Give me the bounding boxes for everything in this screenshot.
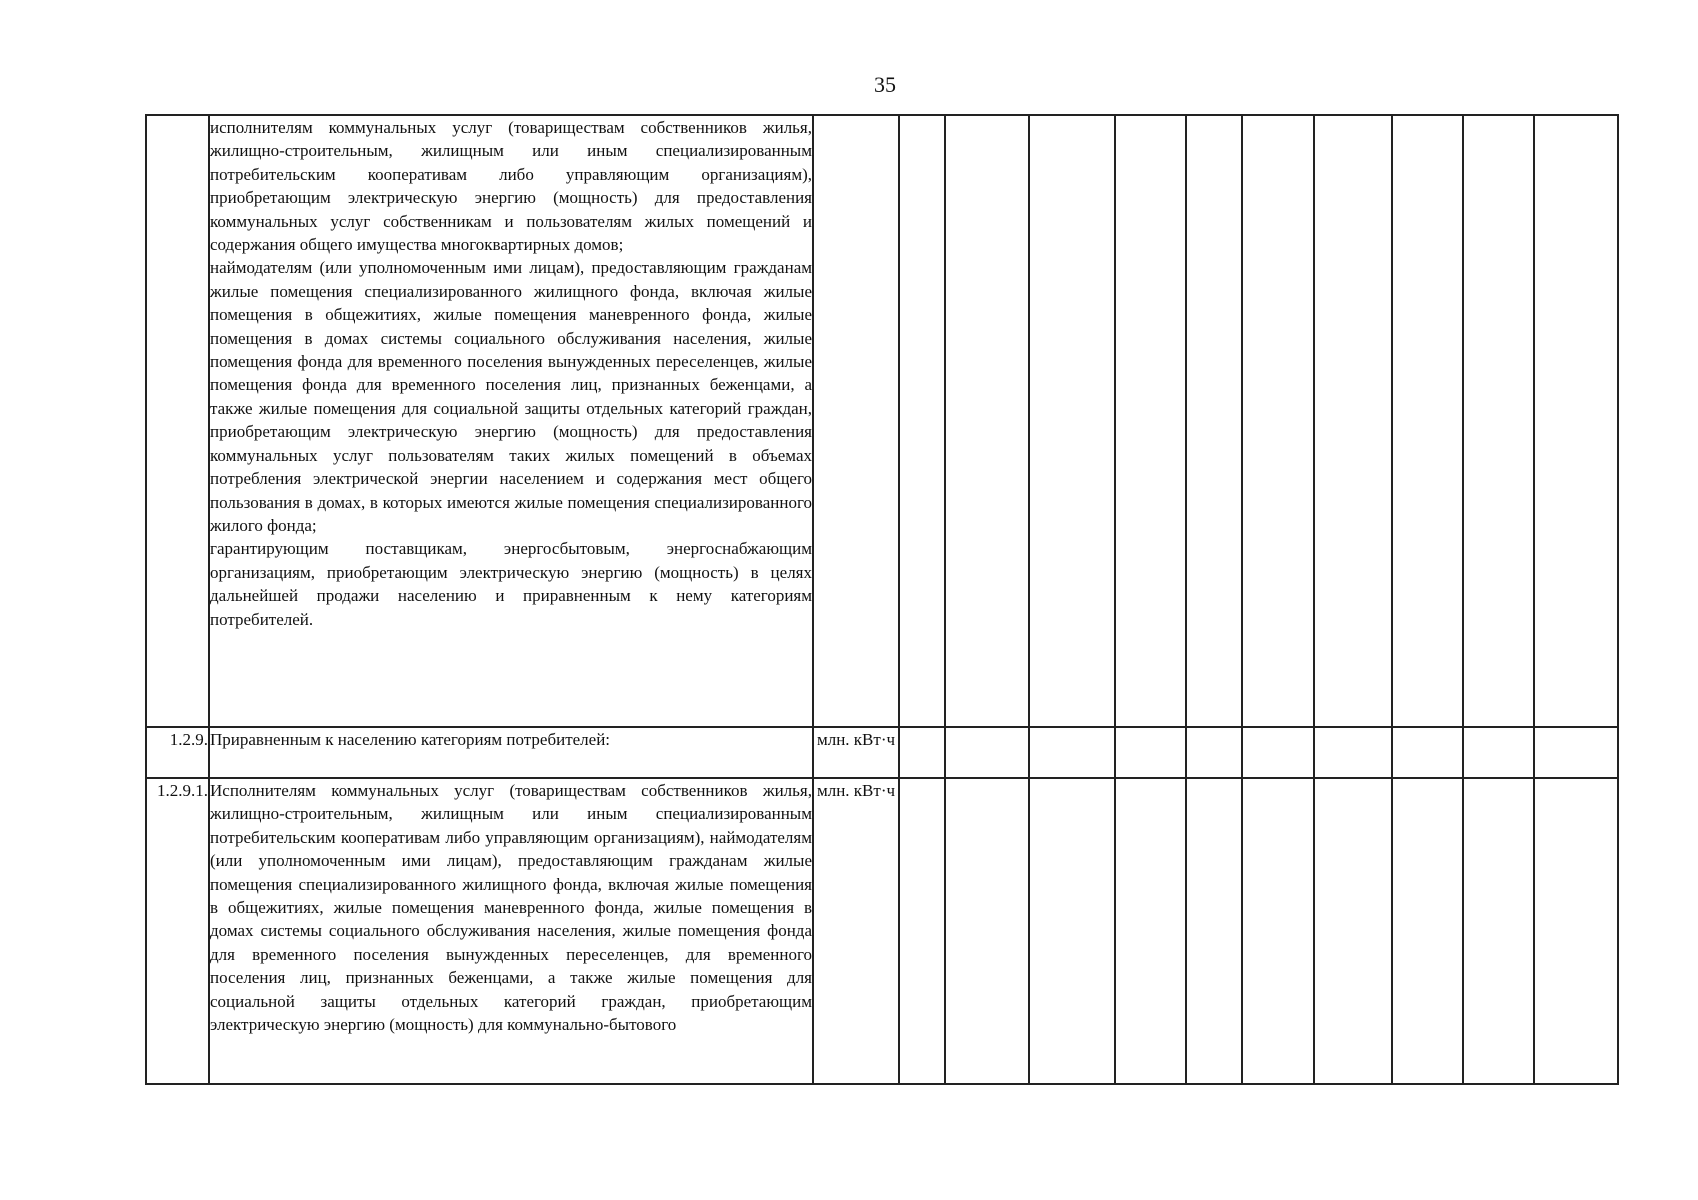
empty-cell xyxy=(899,115,945,727)
row-number: 1.2.9.1. xyxy=(146,778,209,1084)
description-paragraph: наймодателям (или уполномоченным ими лицам), предоставляющим гражданам жилые помещения специализированного жилищного фонда, включая жилые помещения в общежитиях, жилые помещения маневренного фонда, жилые помещения в домах системы социального обслуживания населения, жилые помещения фонда для временного поселения вынужденных переселенцев, жилые помещения фонда для временного поселения лиц, признанных беженцами, а также жилые помещения для социальной защиты отдельных категорий граждан, приобретающим электрическую энергию (мощность) для предоставления коммунальных услуг пользователям таких жилых помещений в объемах потребления электрической энергии населением и содержания мест общего пользования в домах, в которых имеются жилые помещения специализированного жилого фонда; xyxy=(210,258,812,535)
row-description xyxy=(209,727,813,778)
description-paragraph: исполнителям коммунальных услуг (товариществам собственников жилья, жилищно-строительным, жилищным или иным специализированным потребительским кооперативам либо управляющим организациям), приобретающим электрическую энергию (мощность) для предоставления коммунальных услуг собственникам и пользователям жилых помещений и содержания общего имущества многоквартирных домов; xyxy=(210,118,812,255)
empty-cell xyxy=(1534,778,1618,1084)
empty-cell xyxy=(1242,727,1314,778)
empty-cell xyxy=(899,778,945,1084)
empty-cell xyxy=(1392,727,1463,778)
empty-cell xyxy=(1115,727,1186,778)
empty-cell xyxy=(1115,115,1186,727)
empty-cell xyxy=(1314,115,1392,727)
description-paragraph: Приравненным к населению категориям потребителей: xyxy=(210,730,611,749)
page-number: 35 xyxy=(874,72,896,97)
table-row xyxy=(146,778,1618,1084)
empty-cell xyxy=(1463,115,1534,727)
data-table xyxy=(145,114,1619,1085)
empty-cell xyxy=(1029,727,1115,778)
empty-cell xyxy=(1242,115,1314,727)
row-number xyxy=(146,115,209,727)
empty-cell xyxy=(1463,778,1534,1084)
empty-cell xyxy=(1463,727,1534,778)
empty-cell xyxy=(1314,727,1392,778)
empty-cell xyxy=(1115,778,1186,1084)
empty-cell xyxy=(1029,115,1115,727)
description-paragraph: Исполнителям коммунальных услуг (товариществам собственников жилья, жилищно-строительным, жилищным или иным специализированным потребительским кооперативам либо управляющим организациям), наймодателям (или уполномоченным ими лицам), предоставляющим гражданам жилые помещения специализированного жилищного фонда, включая жилые помещения в общежитиях, жилые помещения маневренного фонда, жилые помещения в домах системы социального обслуживания населения, жилые помещения фонда для временного поселения вынужденных переселенцев, для временного поселения лиц, признанных беженцами, а также жилые помещения для социальной защиты отдельных категорий граждан, приобретающим электрическую энергию (мощность) для коммунально-бытового xyxy=(210,781,812,1035)
row-number: 1.2.9. xyxy=(146,727,209,778)
empty-cell xyxy=(1392,778,1463,1084)
row-unit: млн. кВт·ч xyxy=(813,727,899,778)
table-row xyxy=(146,727,1618,778)
row-unit xyxy=(813,115,899,727)
description-paragraph: гарантирующим поставщикам, энергосбытовым, энергоснабжающим организациям, приобретающим электрическую энергию (мощность) в целях дальнейшей продажи населению и приравненным к нему категориям потребителей. xyxy=(210,539,812,629)
empty-cell xyxy=(1186,727,1242,778)
row-description xyxy=(209,778,813,1084)
empty-cell xyxy=(1534,727,1618,778)
empty-cell xyxy=(1029,778,1115,1084)
row-unit: млн. кВт·ч xyxy=(813,778,899,1084)
empty-cell xyxy=(1242,778,1314,1084)
empty-cell xyxy=(945,727,1029,778)
empty-cell xyxy=(1534,115,1618,727)
table-row xyxy=(146,115,1618,727)
empty-cell xyxy=(1186,115,1242,727)
empty-cell xyxy=(945,778,1029,1084)
empty-cell xyxy=(1392,115,1463,727)
empty-cell xyxy=(945,115,1029,727)
empty-cell xyxy=(1186,778,1242,1084)
empty-cell xyxy=(1314,778,1392,1084)
empty-cell xyxy=(899,727,945,778)
row-description xyxy=(209,115,813,727)
